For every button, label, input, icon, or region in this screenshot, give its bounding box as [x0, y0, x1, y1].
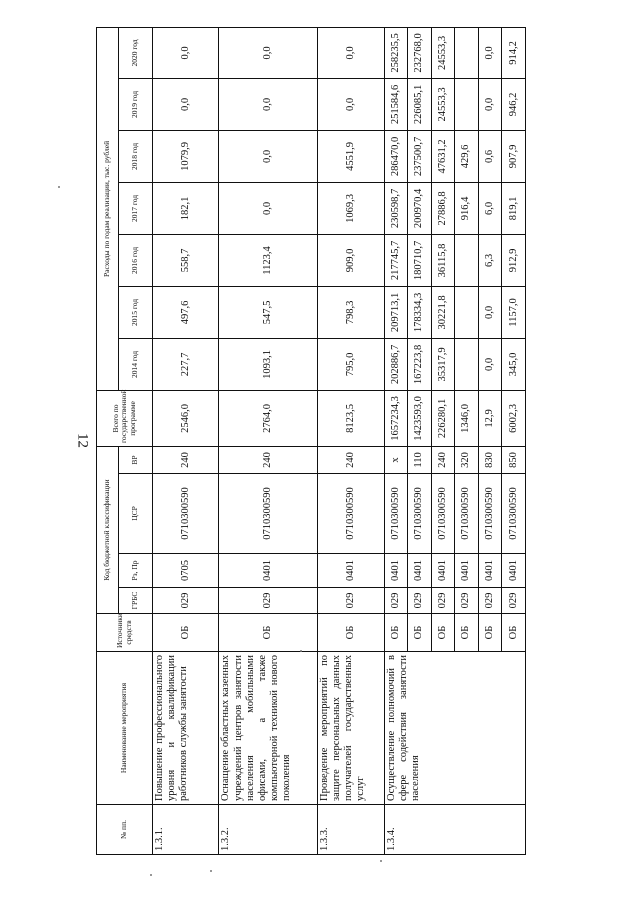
- table-row: [384, 27, 408, 854]
- row-grbs: 029: [431, 588, 455, 614]
- row-2015: 547,5: [219, 286, 318, 338]
- row-2020: 258235,5: [384, 27, 408, 78]
- row-2017: 1069,3: [318, 182, 384, 234]
- row-grbs: 029: [384, 588, 408, 614]
- row-2018: 47631,2: [431, 130, 455, 182]
- row-2020: 0,0: [219, 27, 318, 78]
- row-2015: 497,6: [153, 286, 219, 338]
- row-2016: 36115,8: [431, 234, 455, 286]
- row-2020: 0,0: [478, 27, 502, 78]
- row-2020: 0,0: [318, 27, 384, 78]
- row-2016: 217745,7: [384, 234, 408, 286]
- row-2014: 35317,9: [431, 338, 455, 390]
- row-2016: 558,7: [153, 234, 219, 286]
- row-grbs: 029: [153, 588, 219, 614]
- row-csr: 0710300590: [384, 474, 408, 554]
- row-name: Проведение мероприятий по защите персональных данных получателей государственных услуг: [318, 652, 384, 805]
- scan-speck: [150, 874, 152, 876]
- row-2014: 0,0: [478, 338, 502, 390]
- table-row: [219, 27, 318, 854]
- row-2017: 200970,4: [408, 182, 432, 234]
- row-2017: 27886,8: [431, 182, 455, 234]
- row-2018: 286470,0: [384, 130, 408, 182]
- row-num: 1.3.4.: [384, 805, 526, 855]
- row-2014: 795,0: [318, 338, 384, 390]
- row-2015: 0,0: [478, 286, 502, 338]
- row-2015: [455, 286, 479, 338]
- rotated-table-wrapper: [96, 27, 526, 855]
- page-number: 12: [74, 433, 91, 448]
- row-rzpr: 0401: [408, 554, 432, 588]
- row-2018: 1079,9: [153, 130, 219, 182]
- header-name: Наименование мероприятия: [97, 652, 153, 805]
- row-rzpr: 0401: [219, 554, 318, 588]
- table-row: [318, 27, 384, 854]
- header-year-2020: 2020 год: [119, 27, 153, 78]
- row-2014: [455, 338, 479, 390]
- row-vr: 320: [455, 446, 479, 473]
- row-2017: 819,1: [502, 182, 526, 234]
- row-source: ОБ: [455, 614, 479, 652]
- header-num: № пп.: [97, 805, 153, 855]
- row-2019: 251584,6: [384, 78, 408, 130]
- row-source: ОБ: [219, 614, 318, 652]
- row-name: Осуществление полномочий в сфере содействия занятости населения: [384, 652, 526, 805]
- row-rzpr: 0401: [431, 554, 455, 588]
- table-row: [153, 27, 219, 854]
- row-source: ОБ: [431, 614, 455, 652]
- row-2018: 907,9: [502, 130, 526, 182]
- row-2020: 232768,0: [408, 27, 432, 78]
- row-total: 226280,1: [431, 390, 455, 446]
- row-grbs: 029: [408, 588, 432, 614]
- row-grbs: 029: [219, 588, 318, 614]
- row-2019: 226085,1: [408, 78, 432, 130]
- row-name: Повышение профессионального уровня и квалификации работников службы занятости: [153, 652, 219, 805]
- row-2014: 167223,8: [408, 338, 432, 390]
- row-2016: 180710,7: [408, 234, 432, 286]
- row-2019: 24553,3: [431, 78, 455, 130]
- row-source: ОБ: [408, 614, 432, 652]
- header-total: Всего по государственной программе: [97, 390, 153, 446]
- row-source: ОБ: [502, 614, 526, 652]
- row-2014: 345,0: [502, 338, 526, 390]
- row-2020: 914,2: [502, 27, 526, 78]
- row-2017: 182,1: [153, 182, 219, 234]
- scan-speck: [58, 186, 60, 188]
- row-2016: 912,9: [502, 234, 526, 286]
- row-csr: 0710300590: [318, 474, 384, 554]
- row-num: 1.3.2.: [219, 805, 318, 855]
- row-2016: [455, 234, 479, 286]
- row-vr: 240: [431, 446, 455, 473]
- row-total: 1346,0: [455, 390, 479, 446]
- row-name: Оснащение областных казенных учреждений центров занятости населения мобильными офисами, а также компьютерной техникой нового поколения: [219, 652, 318, 805]
- row-2014: 202886,7: [384, 338, 408, 390]
- row-2015: 30221,8: [431, 286, 455, 338]
- row-csr: 0710300590: [455, 474, 479, 554]
- row-csr: 0710300590: [153, 474, 219, 554]
- row-grbs: 029: [455, 588, 479, 614]
- row-csr: 0710300590: [431, 474, 455, 554]
- row-grbs: 029: [502, 588, 526, 614]
- row-vr: 850: [502, 446, 526, 473]
- header-source: Источники средств: [97, 614, 153, 652]
- table-body: [153, 27, 526, 854]
- row-vr: 110: [408, 446, 432, 473]
- row-total: 8123,5: [318, 390, 384, 446]
- row-2016: 6,3: [478, 234, 502, 286]
- row-total: 12,9: [478, 390, 502, 446]
- row-vr: х: [384, 446, 408, 473]
- row-source: ОБ: [153, 614, 219, 652]
- row-source: ОБ: [318, 614, 384, 652]
- row-total: 2546,0: [153, 390, 219, 446]
- row-2014: 1093,1: [219, 338, 318, 390]
- row-2020: 24553,3: [431, 27, 455, 78]
- row-source: ОБ: [478, 614, 502, 652]
- program-expenses-table: [96, 27, 526, 855]
- row-csr: 0710300590: [478, 474, 502, 554]
- row-total: 6002,3: [502, 390, 526, 446]
- row-2018: 0,0: [219, 130, 318, 182]
- row-vr: 240: [219, 446, 318, 473]
- header-year-2018: 2018 год: [119, 130, 153, 182]
- row-2015: 798,3: [318, 286, 384, 338]
- row-2015: 178334,3: [408, 286, 432, 338]
- row-csr: 0710300590: [219, 474, 318, 554]
- row-2018: 429,6: [455, 130, 479, 182]
- row-vr: 240: [318, 446, 384, 473]
- table-head: [97, 27, 153, 854]
- row-2017: 6,0: [478, 182, 502, 234]
- row-grbs: 029: [318, 588, 384, 614]
- header-year-2019: 2019 год: [119, 78, 153, 130]
- row-num: 1.3.1.: [153, 805, 219, 855]
- row-2015: 209713,1: [384, 286, 408, 338]
- row-2017: 916,4: [455, 182, 479, 234]
- row-2017: 0,0: [219, 182, 318, 234]
- row-2014: 227,7: [153, 338, 219, 390]
- header-year-2015: 2015 год: [119, 286, 153, 338]
- row-csr: 0710300590: [502, 474, 526, 554]
- row-total: 1657234,3: [384, 390, 408, 446]
- row-2015: 1157,0: [502, 286, 526, 338]
- row-rzpr: 0401: [502, 554, 526, 588]
- header-vr: ВР: [119, 446, 153, 473]
- row-2020: [455, 27, 479, 78]
- row-rzpr: 0401: [384, 554, 408, 588]
- row-rzpr: 0401: [478, 554, 502, 588]
- scan-speck: [300, 650, 302, 652]
- row-2019: 0,0: [219, 78, 318, 130]
- row-2019: 0,0: [318, 78, 384, 130]
- header-year-2014: 2014 год: [119, 338, 153, 390]
- header-rzpr: Рз, Пр: [119, 554, 153, 588]
- header-budget-code: Код бюджетной классификации: [97, 446, 119, 613]
- row-2016: 1123,4: [219, 234, 318, 286]
- row-total: 2764,0: [219, 390, 318, 446]
- row-source: ОБ: [384, 614, 408, 652]
- row-2020: 0,0: [153, 27, 219, 78]
- row-2016: 909,0: [318, 234, 384, 286]
- row-vr: 830: [478, 446, 502, 473]
- scan-speck: [210, 870, 212, 872]
- row-2019: 946,2: [502, 78, 526, 130]
- row-num: 1.3.3.: [318, 805, 384, 855]
- header-csr: ЦСР: [119, 474, 153, 554]
- row-2019: [455, 78, 479, 130]
- header-grbs: ГРБС: [119, 588, 153, 614]
- row-rzpr: 0705: [153, 554, 219, 588]
- row-vr: 240: [153, 446, 219, 473]
- row-2018: 0,6: [478, 130, 502, 182]
- row-csr: 0710300590: [408, 474, 432, 554]
- header-year-2016: 2016 год: [119, 234, 153, 286]
- row-total: 1423593,0: [408, 390, 432, 446]
- header-expenses: Расходы по годам реализации, тыс. рублей: [97, 27, 119, 390]
- row-grbs: 029: [478, 588, 502, 614]
- row-rzpr: 0401: [318, 554, 384, 588]
- row-2019: 0,0: [478, 78, 502, 130]
- row-2019: 0,0: [153, 78, 219, 130]
- row-2017: 230598,7: [384, 182, 408, 234]
- row-2018: 237500,7: [408, 130, 432, 182]
- row-2018: 4551,9: [318, 130, 384, 182]
- row-rzpr: 0401: [455, 554, 479, 588]
- scan-speck: [380, 860, 382, 862]
- header-year-2017: 2017 год: [119, 182, 153, 234]
